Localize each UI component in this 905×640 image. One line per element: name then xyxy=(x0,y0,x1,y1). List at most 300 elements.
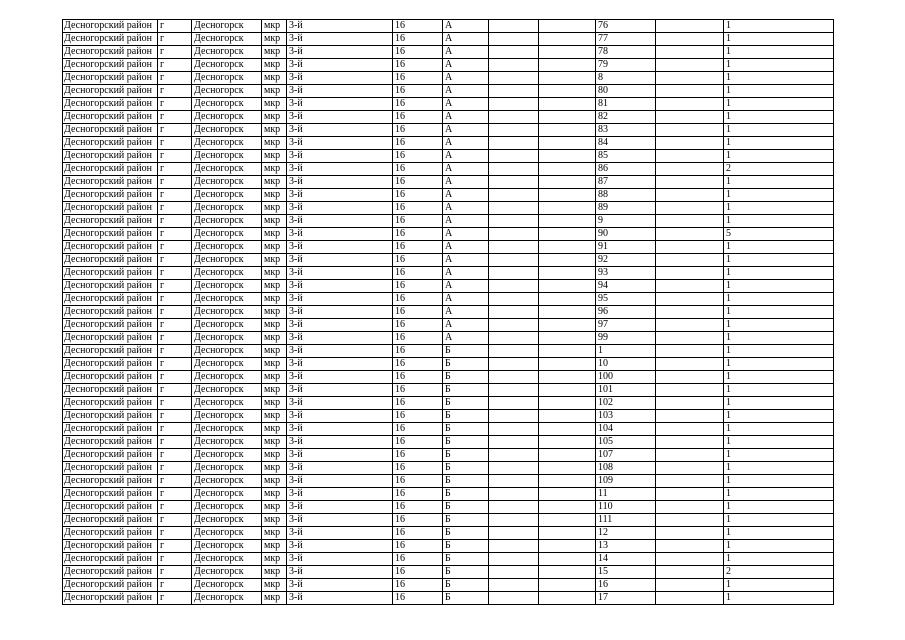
street-type-cell: мкр xyxy=(262,150,287,163)
empty-cell-1 xyxy=(489,85,539,98)
building-cell: А xyxy=(443,319,489,332)
building-cell: Б xyxy=(443,397,489,410)
district-cell: Десногорский район xyxy=(63,553,158,566)
apartment-cell: 103 xyxy=(596,410,656,423)
empty-cell-1 xyxy=(489,332,539,345)
street-type-cell: мкр xyxy=(262,527,287,540)
street-cell: 3-й xyxy=(287,332,393,345)
locality-cell: Десногорск xyxy=(192,85,262,98)
apartment-cell: 91 xyxy=(596,241,656,254)
building-cell: А xyxy=(443,33,489,46)
empty-cell-1 xyxy=(489,306,539,319)
empty-cell-3 xyxy=(656,462,724,475)
empty-cell-1 xyxy=(489,371,539,384)
count-cell: 1 xyxy=(724,72,834,85)
house-cell: 16 xyxy=(393,176,443,189)
street-type-cell: мкр xyxy=(262,85,287,98)
empty-cell-2 xyxy=(539,319,596,332)
count-cell: 1 xyxy=(724,137,834,150)
street-type-cell: мкр xyxy=(262,267,287,280)
house-cell: 16 xyxy=(393,189,443,202)
empty-cell-1 xyxy=(489,592,539,605)
street-type-cell: мкр xyxy=(262,20,287,33)
locality-type-cell: г xyxy=(158,553,192,566)
district-cell: Десногорский район xyxy=(63,189,158,202)
empty-cell-1 xyxy=(489,98,539,111)
table-row xyxy=(63,527,834,540)
locality-cell: Десногорск xyxy=(192,371,262,384)
locality-type-cell: г xyxy=(158,592,192,605)
table-row xyxy=(63,514,834,527)
locality-cell: Десногорск xyxy=(192,410,262,423)
building-cell: Б xyxy=(443,475,489,488)
locality-cell: Десногорск xyxy=(192,111,262,124)
locality-type-cell: г xyxy=(158,176,192,189)
street-cell: 3-й xyxy=(287,124,393,137)
house-cell: 16 xyxy=(393,410,443,423)
empty-cell-3 xyxy=(656,397,724,410)
empty-cell-3 xyxy=(656,514,724,527)
empty-cell-1 xyxy=(489,46,539,59)
count-cell: 5 xyxy=(724,228,834,241)
empty-cell-2 xyxy=(539,202,596,215)
locality-cell: Десногорск xyxy=(192,501,262,514)
locality-type-cell: г xyxy=(158,332,192,345)
locality-type-cell: г xyxy=(158,306,192,319)
empty-cell-3 xyxy=(656,189,724,202)
street-type-cell: мкр xyxy=(262,501,287,514)
empty-cell-2 xyxy=(539,306,596,319)
locality-cell: Десногорск xyxy=(192,33,262,46)
street-cell: 3-й xyxy=(287,241,393,254)
apartment-cell: 84 xyxy=(596,137,656,150)
apartment-cell: 92 xyxy=(596,254,656,267)
street-type-cell: мкр xyxy=(262,254,287,267)
table-row xyxy=(63,241,834,254)
locality-cell: Десногорск xyxy=(192,150,262,163)
apartment-cell: 96 xyxy=(596,306,656,319)
district-cell: Десногорский район xyxy=(63,514,158,527)
empty-cell-3 xyxy=(656,163,724,176)
district-cell: Десногорский район xyxy=(63,33,158,46)
building-cell: Б xyxy=(443,566,489,579)
house-cell: 16 xyxy=(393,150,443,163)
count-cell: 1 xyxy=(724,423,834,436)
locality-cell: Десногорск xyxy=(192,163,262,176)
locality-type-cell: г xyxy=(158,501,192,514)
empty-cell-1 xyxy=(489,553,539,566)
locality-type-cell: г xyxy=(158,358,192,371)
street-cell: 3-й xyxy=(287,319,393,332)
locality-type-cell: г xyxy=(158,215,192,228)
empty-cell-1 xyxy=(489,345,539,358)
street-cell: 3-й xyxy=(287,215,393,228)
district-cell: Десногорский район xyxy=(63,423,158,436)
empty-cell-2 xyxy=(539,267,596,280)
locality-type-cell: г xyxy=(158,59,192,72)
count-cell: 1 xyxy=(724,150,834,163)
empty-cell-2 xyxy=(539,228,596,241)
district-cell: Десногорский район xyxy=(63,137,158,150)
locality-type-cell: г xyxy=(158,293,192,306)
locality-cell: Десногорск xyxy=(192,215,262,228)
building-cell: Б xyxy=(443,436,489,449)
locality-cell: Десногорск xyxy=(192,540,262,553)
district-cell: Десногорский район xyxy=(63,462,158,475)
locality-cell: Десногорск xyxy=(192,241,262,254)
empty-cell-3 xyxy=(656,501,724,514)
count-cell: 1 xyxy=(724,540,834,553)
empty-cell-3 xyxy=(656,566,724,579)
empty-cell-2 xyxy=(539,514,596,527)
district-cell: Десногорский район xyxy=(63,566,158,579)
district-cell: Десногорский район xyxy=(63,319,158,332)
locality-cell: Десногорск xyxy=(192,124,262,137)
empty-cell-1 xyxy=(489,176,539,189)
house-cell: 16 xyxy=(393,215,443,228)
building-cell: А xyxy=(443,254,489,267)
house-cell: 16 xyxy=(393,111,443,124)
locality-type-cell: г xyxy=(158,72,192,85)
apartment-cell: 104 xyxy=(596,423,656,436)
district-cell: Десногорский район xyxy=(63,527,158,540)
street-type-cell: мкр xyxy=(262,215,287,228)
empty-cell-1 xyxy=(489,579,539,592)
empty-cell-2 xyxy=(539,462,596,475)
empty-cell-2 xyxy=(539,254,596,267)
table-row xyxy=(63,280,834,293)
street-type-cell: мкр xyxy=(262,371,287,384)
street-cell: 3-й xyxy=(287,540,393,553)
house-cell: 16 xyxy=(393,33,443,46)
building-cell: А xyxy=(443,241,489,254)
locality-cell: Десногорск xyxy=(192,579,262,592)
empty-cell-3 xyxy=(656,215,724,228)
data-table xyxy=(62,19,834,605)
empty-cell-3 xyxy=(656,449,724,462)
locality-cell: Десногорск xyxy=(192,202,262,215)
apartment-cell: 14 xyxy=(596,553,656,566)
street-cell: 3-й xyxy=(287,306,393,319)
building-cell: А xyxy=(443,98,489,111)
apartment-cell: 88 xyxy=(596,189,656,202)
district-cell: Десногорский район xyxy=(63,501,158,514)
count-cell: 1 xyxy=(724,241,834,254)
house-cell: 16 xyxy=(393,137,443,150)
count-cell: 1 xyxy=(724,254,834,267)
building-cell: А xyxy=(443,163,489,176)
street-cell: 3-й xyxy=(287,358,393,371)
building-cell: Б xyxy=(443,345,489,358)
building-cell: А xyxy=(443,20,489,33)
empty-cell-3 xyxy=(656,527,724,540)
table-row xyxy=(63,202,834,215)
table-row xyxy=(63,111,834,124)
empty-cell-3 xyxy=(656,254,724,267)
building-cell: А xyxy=(443,306,489,319)
empty-cell-3 xyxy=(656,59,724,72)
locality-type-cell: г xyxy=(158,46,192,59)
street-cell: 3-й xyxy=(287,137,393,150)
empty-cell-2 xyxy=(539,280,596,293)
house-cell: 16 xyxy=(393,98,443,111)
empty-cell-1 xyxy=(489,358,539,371)
building-cell: А xyxy=(443,189,489,202)
count-cell: 1 xyxy=(724,553,834,566)
count-cell: 1 xyxy=(724,384,834,397)
locality-cell: Десногорск xyxy=(192,436,262,449)
street-cell: 3-й xyxy=(287,98,393,111)
locality-type-cell: г xyxy=(158,436,192,449)
district-cell: Десногорский район xyxy=(63,176,158,189)
empty-cell-3 xyxy=(656,579,724,592)
building-cell: Б xyxy=(443,423,489,436)
building-cell: Б xyxy=(443,592,489,605)
empty-cell-3 xyxy=(656,20,724,33)
district-cell: Десногорский район xyxy=(63,267,158,280)
apartment-cell: 80 xyxy=(596,85,656,98)
apartment-cell: 105 xyxy=(596,436,656,449)
locality-cell: Десногорск xyxy=(192,267,262,280)
house-cell: 16 xyxy=(393,397,443,410)
district-cell: Десногорский район xyxy=(63,124,158,137)
street-cell: 3-й xyxy=(287,501,393,514)
house-cell: 16 xyxy=(393,306,443,319)
empty-cell-1 xyxy=(489,137,539,150)
house-cell: 16 xyxy=(393,319,443,332)
street-type-cell: мкр xyxy=(262,397,287,410)
district-cell: Десногорский район xyxy=(63,163,158,176)
empty-cell-1 xyxy=(489,527,539,540)
empty-cell-3 xyxy=(656,85,724,98)
apartment-cell: 78 xyxy=(596,46,656,59)
empty-cell-2 xyxy=(539,397,596,410)
locality-type-cell: г xyxy=(158,20,192,33)
apartment-cell: 85 xyxy=(596,150,656,163)
street-type-cell: мкр xyxy=(262,124,287,137)
apartment-cell: 8 xyxy=(596,72,656,85)
house-cell: 16 xyxy=(393,566,443,579)
building-cell: А xyxy=(443,72,489,85)
locality-cell: Десногорск xyxy=(192,397,262,410)
district-cell: Десногорский район xyxy=(63,228,158,241)
apartment-cell: 86 xyxy=(596,163,656,176)
locality-cell: Десногорск xyxy=(192,293,262,306)
district-cell: Десногорский район xyxy=(63,579,158,592)
district-cell: Десногорский район xyxy=(63,371,158,384)
street-cell: 3-й xyxy=(287,423,393,436)
building-cell: Б xyxy=(443,501,489,514)
table-row xyxy=(63,189,834,202)
building-cell: Б xyxy=(443,527,489,540)
count-cell: 1 xyxy=(724,293,834,306)
table-row xyxy=(63,85,834,98)
count-cell: 1 xyxy=(724,410,834,423)
table-row xyxy=(63,410,834,423)
street-cell: 3-й xyxy=(287,59,393,72)
count-cell: 1 xyxy=(724,98,834,111)
empty-cell-3 xyxy=(656,241,724,254)
locality-cell: Десногорск xyxy=(192,345,262,358)
street-cell: 3-й xyxy=(287,566,393,579)
empty-cell-3 xyxy=(656,332,724,345)
apartment-cell: 1 xyxy=(596,345,656,358)
empty-cell-3 xyxy=(656,319,724,332)
empty-cell-1 xyxy=(489,423,539,436)
street-cell: 3-й xyxy=(287,254,393,267)
locality-cell: Десногорск xyxy=(192,280,262,293)
empty-cell-2 xyxy=(539,163,596,176)
street-type-cell: мкр xyxy=(262,98,287,111)
building-cell: Б xyxy=(443,579,489,592)
table-row xyxy=(63,358,834,371)
street-cell: 3-й xyxy=(287,163,393,176)
street-type-cell: мкр xyxy=(262,345,287,358)
house-cell: 16 xyxy=(393,371,443,384)
house-cell: 16 xyxy=(393,553,443,566)
table-row xyxy=(63,566,834,579)
locality-type-cell: г xyxy=(158,241,192,254)
empty-cell-2 xyxy=(539,111,596,124)
count-cell: 1 xyxy=(724,527,834,540)
locality-cell: Десногорск xyxy=(192,462,262,475)
locality-type-cell: г xyxy=(158,397,192,410)
street-cell: 3-й xyxy=(287,176,393,189)
building-cell: А xyxy=(443,332,489,345)
district-cell: Десногорский район xyxy=(63,59,158,72)
table-row xyxy=(63,137,834,150)
empty-cell-3 xyxy=(656,124,724,137)
locality-type-cell: г xyxy=(158,189,192,202)
district-cell: Десногорский район xyxy=(63,475,158,488)
locality-type-cell: г xyxy=(158,137,192,150)
building-cell: А xyxy=(443,85,489,98)
empty-cell-3 xyxy=(656,306,724,319)
locality-type-cell: г xyxy=(158,267,192,280)
empty-cell-2 xyxy=(539,176,596,189)
empty-cell-2 xyxy=(539,20,596,33)
locality-type-cell: г xyxy=(158,410,192,423)
table-row xyxy=(63,553,834,566)
house-cell: 16 xyxy=(393,20,443,33)
table-row xyxy=(63,163,834,176)
house-cell: 16 xyxy=(393,501,443,514)
count-cell: 1 xyxy=(724,397,834,410)
apartment-cell: 16 xyxy=(596,579,656,592)
locality-type-cell: г xyxy=(158,85,192,98)
apartment-cell: 94 xyxy=(596,280,656,293)
district-cell: Десногорский район xyxy=(63,436,158,449)
street-cell: 3-й xyxy=(287,293,393,306)
count-cell: 1 xyxy=(724,189,834,202)
locality-type-cell: г xyxy=(158,527,192,540)
district-cell: Десногорский район xyxy=(63,202,158,215)
locality-type-cell: г xyxy=(158,319,192,332)
locality-cell: Десногорск xyxy=(192,176,262,189)
locality-type-cell: г xyxy=(158,462,192,475)
district-cell: Десногорский район xyxy=(63,332,158,345)
street-type-cell: мкр xyxy=(262,423,287,436)
street-cell: 3-й xyxy=(287,462,393,475)
empty-cell-3 xyxy=(656,293,724,306)
street-cell: 3-й xyxy=(287,20,393,33)
street-type-cell: мкр xyxy=(262,475,287,488)
table-body xyxy=(63,20,834,605)
empty-cell-1 xyxy=(489,566,539,579)
district-cell: Десногорский район xyxy=(63,98,158,111)
street-cell: 3-й xyxy=(287,189,393,202)
count-cell: 1 xyxy=(724,332,834,345)
street-cell: 3-й xyxy=(287,488,393,501)
empty-cell-1 xyxy=(489,20,539,33)
street-cell: 3-й xyxy=(287,527,393,540)
empty-cell-3 xyxy=(656,540,724,553)
empty-cell-3 xyxy=(656,436,724,449)
apartment-cell: 101 xyxy=(596,384,656,397)
street-cell: 3-й xyxy=(287,592,393,605)
table-row xyxy=(63,540,834,553)
locality-cell: Десногорск xyxy=(192,358,262,371)
house-cell: 16 xyxy=(393,527,443,540)
district-cell: Десногорский район xyxy=(63,20,158,33)
street-cell: 3-й xyxy=(287,33,393,46)
table-row xyxy=(63,59,834,72)
street-cell: 3-й xyxy=(287,267,393,280)
locality-type-cell: г xyxy=(158,124,192,137)
table-row xyxy=(63,33,834,46)
district-cell: Десногорский район xyxy=(63,254,158,267)
table-row xyxy=(63,475,834,488)
apartment-cell: 11 xyxy=(596,488,656,501)
district-cell: Десногорский район xyxy=(63,592,158,605)
empty-cell-2 xyxy=(539,501,596,514)
locality-cell: Десногорск xyxy=(192,592,262,605)
apartment-cell: 100 xyxy=(596,371,656,384)
district-cell: Десногорский район xyxy=(63,540,158,553)
table-row xyxy=(63,592,834,605)
street-type-cell: мкр xyxy=(262,592,287,605)
apartment-cell: 76 xyxy=(596,20,656,33)
empty-cell-1 xyxy=(489,254,539,267)
building-cell: А xyxy=(443,267,489,280)
table-row xyxy=(63,384,834,397)
house-cell: 16 xyxy=(393,345,443,358)
empty-cell-2 xyxy=(539,592,596,605)
table-row xyxy=(63,98,834,111)
empty-cell-1 xyxy=(489,150,539,163)
building-cell: Б xyxy=(443,514,489,527)
apartment-cell: 83 xyxy=(596,124,656,137)
street-cell: 3-й xyxy=(287,111,393,124)
house-cell: 16 xyxy=(393,280,443,293)
empty-cell-3 xyxy=(656,267,724,280)
table-row xyxy=(63,449,834,462)
empty-cell-2 xyxy=(539,449,596,462)
empty-cell-3 xyxy=(656,345,724,358)
count-cell: 1 xyxy=(724,345,834,358)
empty-cell-3 xyxy=(656,228,724,241)
house-cell: 16 xyxy=(393,46,443,59)
count-cell: 1 xyxy=(724,371,834,384)
building-cell: Б xyxy=(443,384,489,397)
house-cell: 16 xyxy=(393,514,443,527)
building-cell: А xyxy=(443,46,489,59)
street-type-cell: мкр xyxy=(262,163,287,176)
street-cell: 3-й xyxy=(287,46,393,59)
empty-cell-2 xyxy=(539,241,596,254)
building-cell: А xyxy=(443,150,489,163)
street-cell: 3-й xyxy=(287,553,393,566)
